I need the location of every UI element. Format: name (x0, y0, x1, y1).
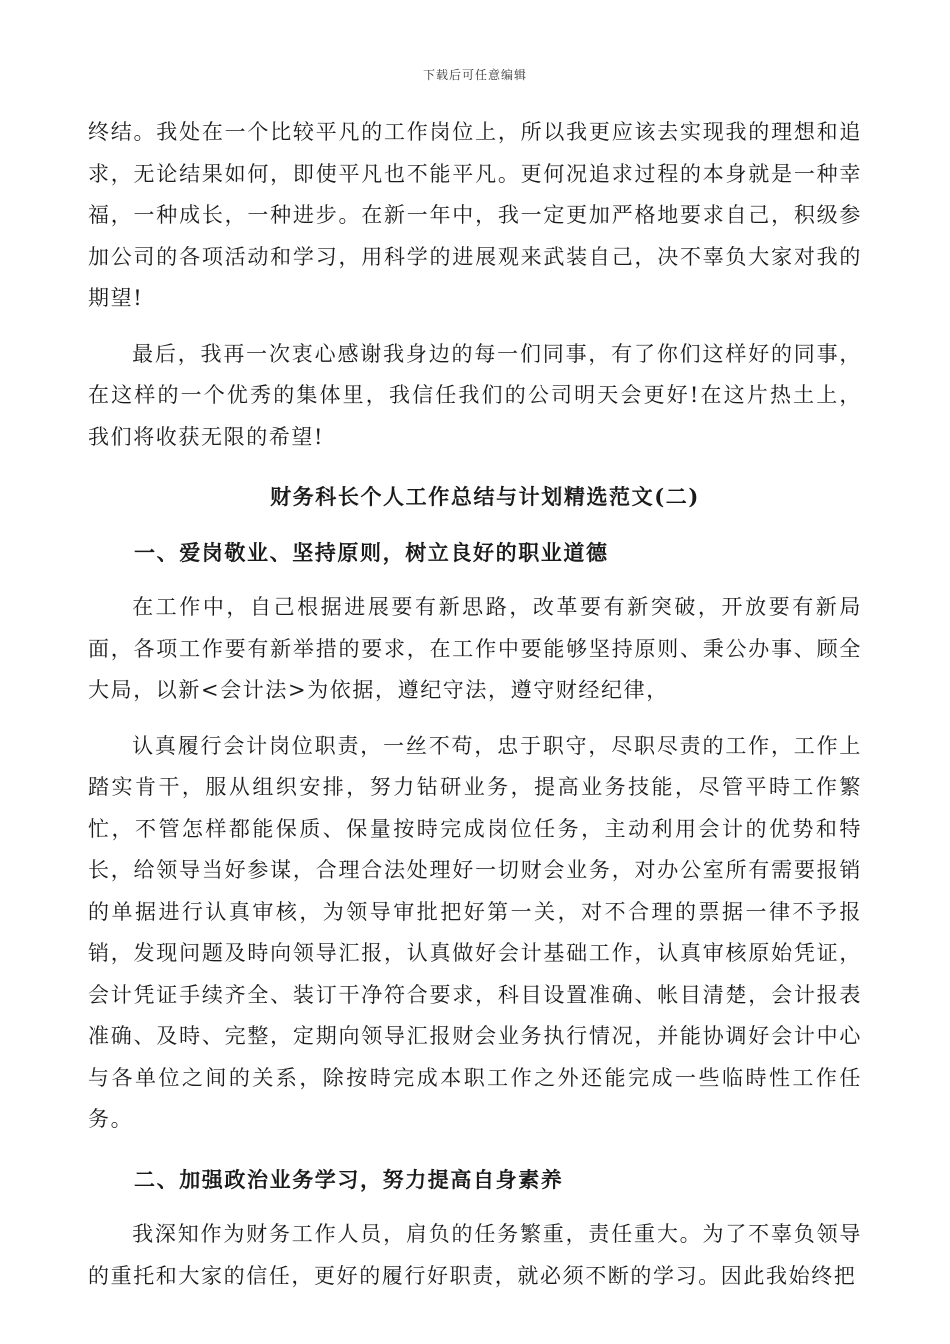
paragraph-spacer (88, 320, 862, 334)
section-heading-2: 二、加强政治业务学习，努力提高自身素养 (134, 1166, 564, 1192)
section-heading-1: 一、爱岗敬业、坚持原则，树立良好的职业道德 (134, 539, 609, 565)
document-title: 财务科长个人工作总结与计划精选范文(二) (270, 484, 700, 509)
paragraph-spacer (88, 1200, 862, 1214)
paragraph-duties: 认真履行会计岗位职责，一丝不苟，忠于职守，尽职尽责的工作，工作上踏实肯干，服从组织安排，努力钻研业务，提高业务技能，尽管平時工作繁忙，不管怎样都能保质、保量按時完成岗位任务，主动利用会计的优势和特长，给领导当好参谋，合理合法处理好一切财会业务，对办公室所有需要报销的单据进行认真审核，为领导审批把好第一关，对不合理的票据一律不予报销，发现问题及時向领导汇报，认真做好会计基础工作，认真审核原始凭证，会计凭证手续齐全、装订干净符合要求，科目设置准确、帐目清楚，会计报表准确、及時、完整，定期向领导汇报财会业务执行情况，并能协调好会计中心与各单位之间的关系，除按時完成本职工作之外还能完成一些临時性工作任务。 (88, 733, 862, 1131)
paragraph-principles: 在工作中，自己根据进展要有新思路，改革要有新突破，开放要有新局面，各项工作要有新举措的要求，在工作中要能够坚持原则、秉公办事、顾全大局，以新<会计法>为依据，遵纪守法，遵守财经纪律， (88, 595, 862, 702)
paragraph-spacer (88, 712, 862, 726)
paragraph-conclusion: 终结。我处在一个比较平凡的工作岗位上，所以我更应该去实现我的理想和追求，无论结果如何，即使平凡也不能平凡。更何况追求过程的本身就是一种幸福，一种成长，一种进步。在新一年中，我一定更加严格地要求自己，积级参加公司的各项活动和学习，用科学的进展观来武装自己，决不辜负大家对我的期望! (88, 120, 862, 310)
section-spacer (88, 458, 862, 476)
header-note: 下载后可任意编辑 (422, 68, 527, 82)
paragraph-study: 我深知作为财务工作人员，肩负的任务繁重，责任重大。为了不辜负领导的重托和大家的信任，更好的履行好职责，就必须不断的学习。因此我始终把 (88, 1222, 862, 1288)
paragraph-thanks: 最后，我再一次衷心感谢我身边的每一们同事，有了你们这样好的同事，在这样的一个优秀的集体里，我信任我们的公司明天会更好!在这片热土上，我们将收获无限的希望! (88, 341, 862, 449)
section-spacer (88, 518, 862, 532)
section-spacer (88, 1141, 862, 1159)
paragraph-spacer (88, 573, 862, 587)
document-body (88, 112, 862, 1297)
